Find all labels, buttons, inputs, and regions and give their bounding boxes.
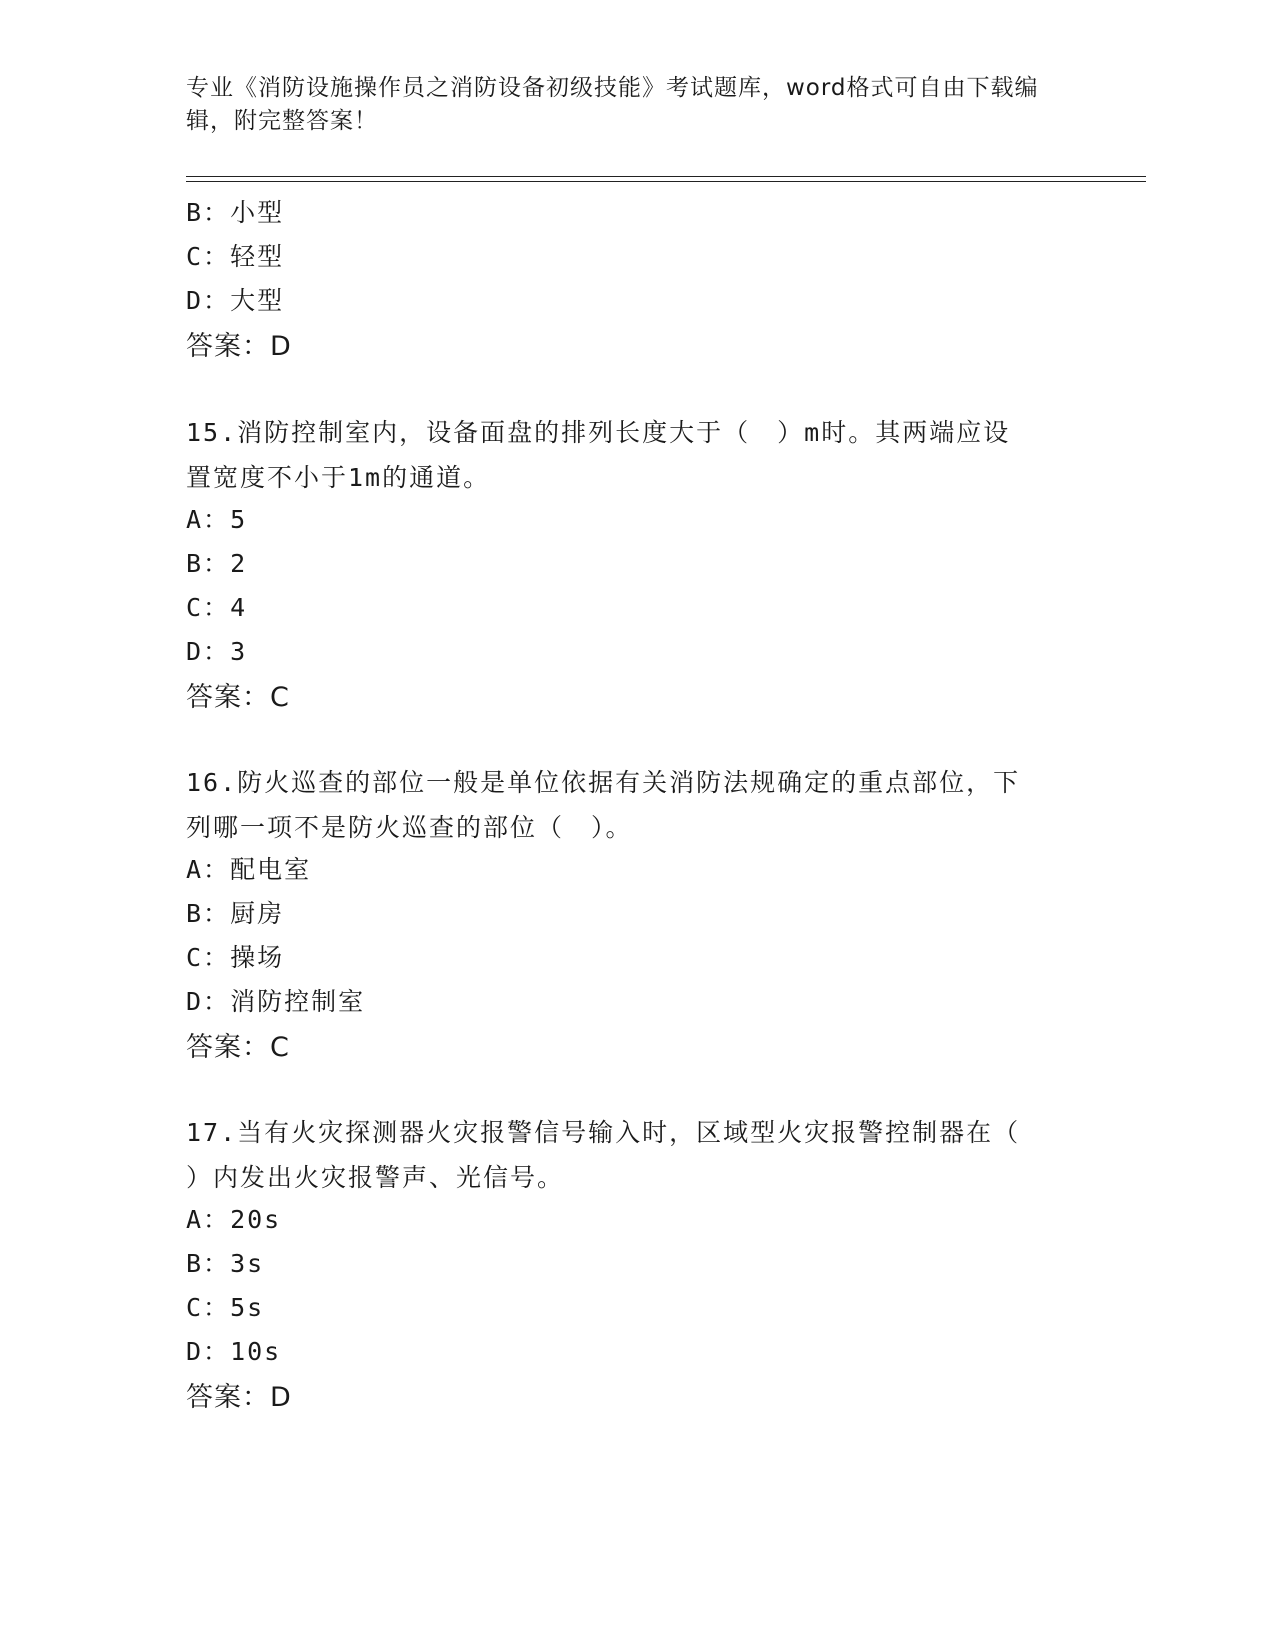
option-letter: D：	[186, 637, 231, 666]
option-text: 5s	[230, 1293, 265, 1322]
question-text: 消防控制室内，设备面盘的排列长度大于（ ）m时。其两端应设	[237, 418, 1011, 447]
option-b	[186, 193, 284, 229]
question-stem	[186, 1110, 1076, 1200]
option-letter: A：	[186, 855, 231, 884]
option-d	[186, 1332, 281, 1368]
option-d	[186, 632, 247, 668]
option-letter: C：	[186, 943, 231, 972]
question-text: 防火巡查的部位一般是单位依据有关消防法规确定的重点部位，下	[237, 768, 1021, 797]
option-text: 厨房	[230, 899, 285, 928]
option-text: 消防控制室	[230, 987, 366, 1016]
answer-line: 答案：C	[186, 682, 290, 713]
option-letter: A：	[186, 1205, 231, 1234]
option-text: 3s	[230, 1249, 265, 1278]
option-letter: D：	[186, 987, 231, 1016]
question-text: 当有火灾探测器火灾报警信号输入时，区域型火灾报警控制器在（	[237, 1118, 1021, 1147]
header-divider-top	[186, 176, 1146, 177]
question-line-1	[186, 1110, 1076, 1155]
option-text: 配电室	[230, 855, 312, 884]
question-number: 15.	[186, 418, 238, 447]
question-line-1	[186, 760, 1076, 805]
option-text: 5	[230, 505, 248, 534]
header-divider-bottom	[186, 181, 1146, 182]
option-d	[186, 982, 365, 1018]
question-line-1	[186, 410, 1076, 455]
question-stem	[186, 410, 1076, 500]
option-letter: D：	[186, 286, 231, 315]
option-d	[186, 281, 284, 317]
option-text: 20s	[230, 1205, 282, 1234]
option-letter: B：	[186, 549, 231, 578]
option-letter: A：	[186, 505, 231, 534]
answer-line: 答案：D	[186, 331, 292, 362]
question-number: 16.	[186, 768, 238, 797]
option-b	[186, 1244, 264, 1280]
option-text: 操场	[230, 943, 285, 972]
option-c	[186, 237, 284, 273]
option-a	[186, 850, 311, 886]
question-line-2: ）内发出火灾报警声、光信号。	[186, 1163, 565, 1192]
option-letter: C：	[186, 1293, 231, 1322]
option-letter: C：	[186, 593, 231, 622]
option-text: 2	[230, 549, 248, 578]
option-c	[186, 938, 284, 974]
option-b	[186, 544, 247, 580]
option-text: 4	[230, 593, 248, 622]
option-c	[186, 1288, 264, 1324]
option-text: 轻型	[230, 242, 285, 271]
option-letter: D：	[186, 1337, 231, 1366]
answer-line: 答案：C	[186, 1032, 290, 1063]
option-letter: B：	[186, 198, 231, 227]
option-text: 10s	[230, 1337, 282, 1366]
option-letter: C：	[186, 242, 231, 271]
answer-line: 答案：D	[186, 1382, 292, 1413]
question-stem	[186, 760, 1076, 850]
question-number: 17.	[186, 1118, 238, 1147]
option-a	[186, 1200, 281, 1236]
option-letter: B：	[186, 1249, 231, 1278]
question-line-2: 列哪一项不是防火巡查的部位（ ）。	[186, 813, 633, 842]
option-c	[186, 588, 247, 624]
option-text: 大型	[230, 286, 285, 315]
question-line-2: 置宽度不小于1m的通道。	[186, 463, 491, 492]
option-text: 3	[230, 637, 248, 666]
option-b	[186, 894, 284, 930]
option-a	[186, 500, 247, 536]
option-text: 小型	[230, 198, 285, 227]
option-letter: B：	[186, 899, 231, 928]
document-header: 专业《消防设施操作员之消防设备初级技能》考试题库，word格式可自由下载编辑，附完整答案！	[186, 75, 1039, 134]
